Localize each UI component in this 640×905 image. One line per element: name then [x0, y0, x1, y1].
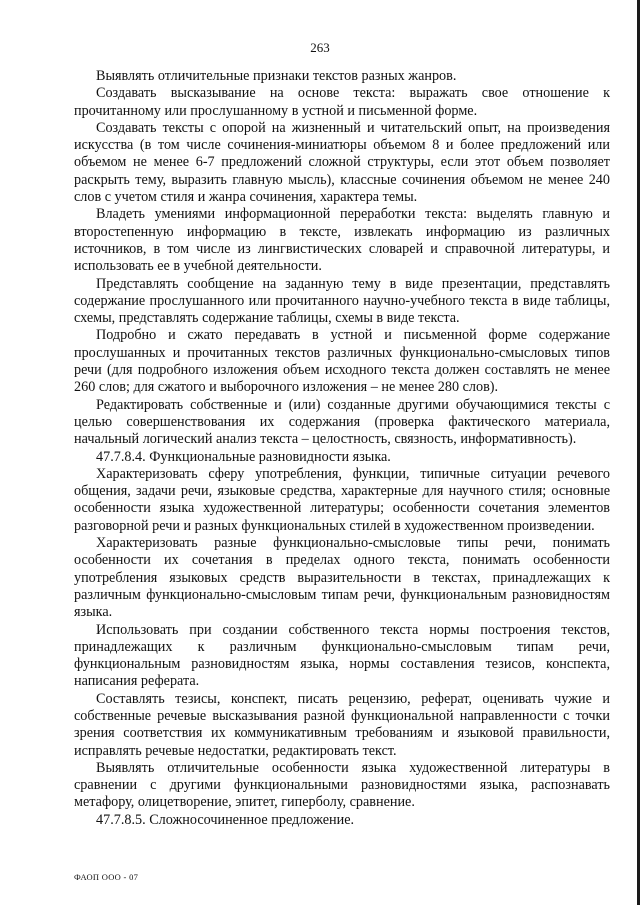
- paragraph: Владеть умениями информационной переработки текста: выделять главную и второстепенную информацию в тексте, извлекать информацию из различных источников, в том числе из лингвистических словарей и справочной литературы, и использовать ее в учебной деятельности.: [74, 206, 610, 275]
- paragraph: Характеризовать сферу употребления, функции, типичные ситуации речевого общения, задачи речи, языковые средства, характерные для научного стиля; основные особенности языка художественной литературы; особенности сочетания элементов разговорной речи и разных функциональных стилей в художественном произведении.: [74, 465, 610, 534]
- paragraph: Представлять сообщение на заданную тему в виде презентации, представлять содержание прослушанного или прочитанного научно-учебного текста в виде таблицы, схемы, представлять содержание таблицы, схемы в виде текста.: [74, 275, 610, 327]
- paragraph: Редактировать собственные и (или) созданные другими обучающимися тексты с целью совершенствования их содержания (проверка фактического материала, начальный логический анализ текста – целостность, связность, информативность).: [74, 396, 610, 448]
- paragraph: Использовать при создании собственного текста нормы построения текстов, принадлежащих к различным функционально-смысловым типам речи, функциональным разновидностям языка, нормы составления тезисов, конспекта, написания реферата.: [74, 621, 610, 690]
- paragraph: Создавать тексты с опорой на жизненный и читательский опыт, на произведения искусства (в том числе сочинения-миниатюры объемом 8 и более предложений или объемом не менее 6-7 предложений сложной структуры, если этот объем позволяет раскрыть тему, выразить главную мысль), классные сочинения объемом не менее 240 слов с учетом стиля и жанра сочинения, характера темы.: [74, 119, 610, 206]
- paragraph: Составлять тезисы, конспект, писать рецензию, реферат, оценивать чужие и собственные речевые высказывания разной функциональной направленности с точки зрения соответствия их коммуникативным требованиям и языковой правильности, исправлять речевые недостатки, редактировать текст.: [74, 690, 610, 759]
- paragraph: Выявлять отличительные признаки текстов разных жанров.: [96, 68, 457, 84]
- page-number: 263: [310, 40, 330, 55]
- paragraph: Создавать высказывание на основе текста: выражать свое отношение к прочитанному или прослушанному в устной и письменной форме.: [74, 85, 610, 119]
- footer-code: ФАОП ООО - 07: [74, 872, 139, 882]
- paragraph: Подробно и сжато передавать в устной и письменной форме содержание прослушанных и прочитанных текстов различных функционально-смысловых типов речи (для подробного изложения объем исходного текста должен составлять не менее 260 слов; для сжатого и выборочного изложения – не менее 280 слов).: [74, 327, 610, 396]
- section-heading: 47.7.8.4. Функциональные разновидности языка.: [96, 448, 391, 465]
- paragraph: Характеризовать разные функционально-смысловые типы речи, понимать особенности их сочетания в пределах одного текста, понимать особенности употребления языковых средств выразительности в текстах, принадлежащих к различным функционально-смысловым типам речи, функциональным разновидностям языка.: [74, 535, 610, 621]
- body-text: [74, 68, 610, 829]
- section-heading: 47.7.8.5. Сложносочиненное предложение.: [96, 811, 355, 828]
- paragraph: Выявлять отличительные особенности языка художественной литературы в сравнении с другими функциональными разновидностями языка, распознавать метафору, олицетворение, эпитет, гиперболу, сравнение.: [74, 759, 610, 811]
